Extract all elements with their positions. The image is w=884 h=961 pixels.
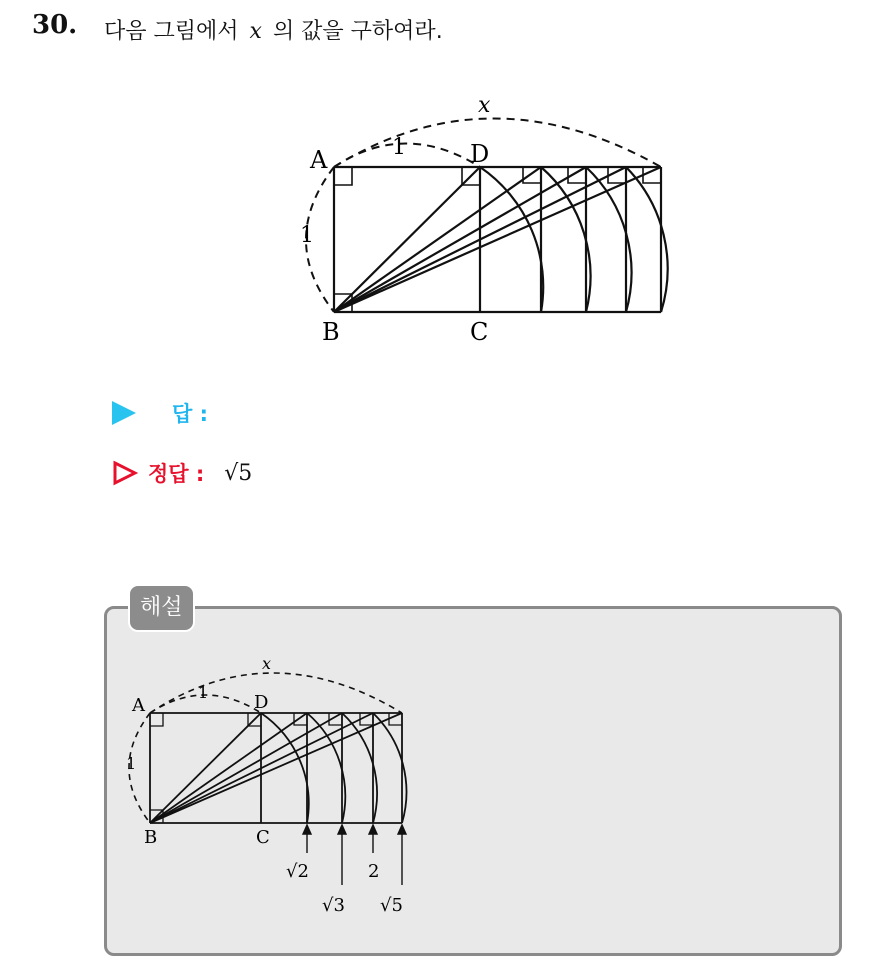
question-text-after: 의 값을 구하여라. xyxy=(272,19,443,44)
figure-label-one-left: 1 xyxy=(300,223,314,248)
solution-label-d: D xyxy=(254,692,269,713)
question-variable: x xyxy=(249,19,262,44)
outline-triangle-icon xyxy=(112,460,138,486)
figure-label-d: D xyxy=(470,140,490,168)
figure-label-b: B xyxy=(322,318,340,346)
solution-label-b: B xyxy=(144,827,158,848)
solution-label-x: x xyxy=(262,654,272,673)
figure-label-x: x xyxy=(478,93,491,118)
solution-label-one-left: 1 xyxy=(126,754,137,773)
solution-value-4: √5 xyxy=(380,895,403,916)
figure-label-one-top: 1 xyxy=(392,135,406,160)
correct-answer-value: √5 xyxy=(224,460,253,486)
question-text-before: 다음 그림에서 xyxy=(104,19,239,44)
solution-figure xyxy=(120,645,430,925)
answer-row xyxy=(112,398,208,428)
solution-value-2: √3 xyxy=(322,895,345,916)
play-triangle-icon xyxy=(112,401,136,425)
main-figure xyxy=(290,90,680,350)
correct-answer-label: 정답 : xyxy=(148,462,205,486)
figure-label-a: A xyxy=(310,146,328,174)
correct-answer-row xyxy=(112,458,252,488)
figure-label-c: C xyxy=(470,318,489,346)
solution-label-one-top: 1 xyxy=(198,683,209,702)
solution-label-a: A xyxy=(132,695,145,716)
solution-value-3: 2 xyxy=(368,861,380,882)
question-text xyxy=(104,14,443,45)
solution-value-1: √2 xyxy=(286,861,309,882)
question-number: 30. xyxy=(32,10,78,40)
answer-label: 답 : xyxy=(172,402,208,426)
solution-label-c: C xyxy=(256,827,270,848)
solution-tab: 해설 xyxy=(128,584,195,632)
